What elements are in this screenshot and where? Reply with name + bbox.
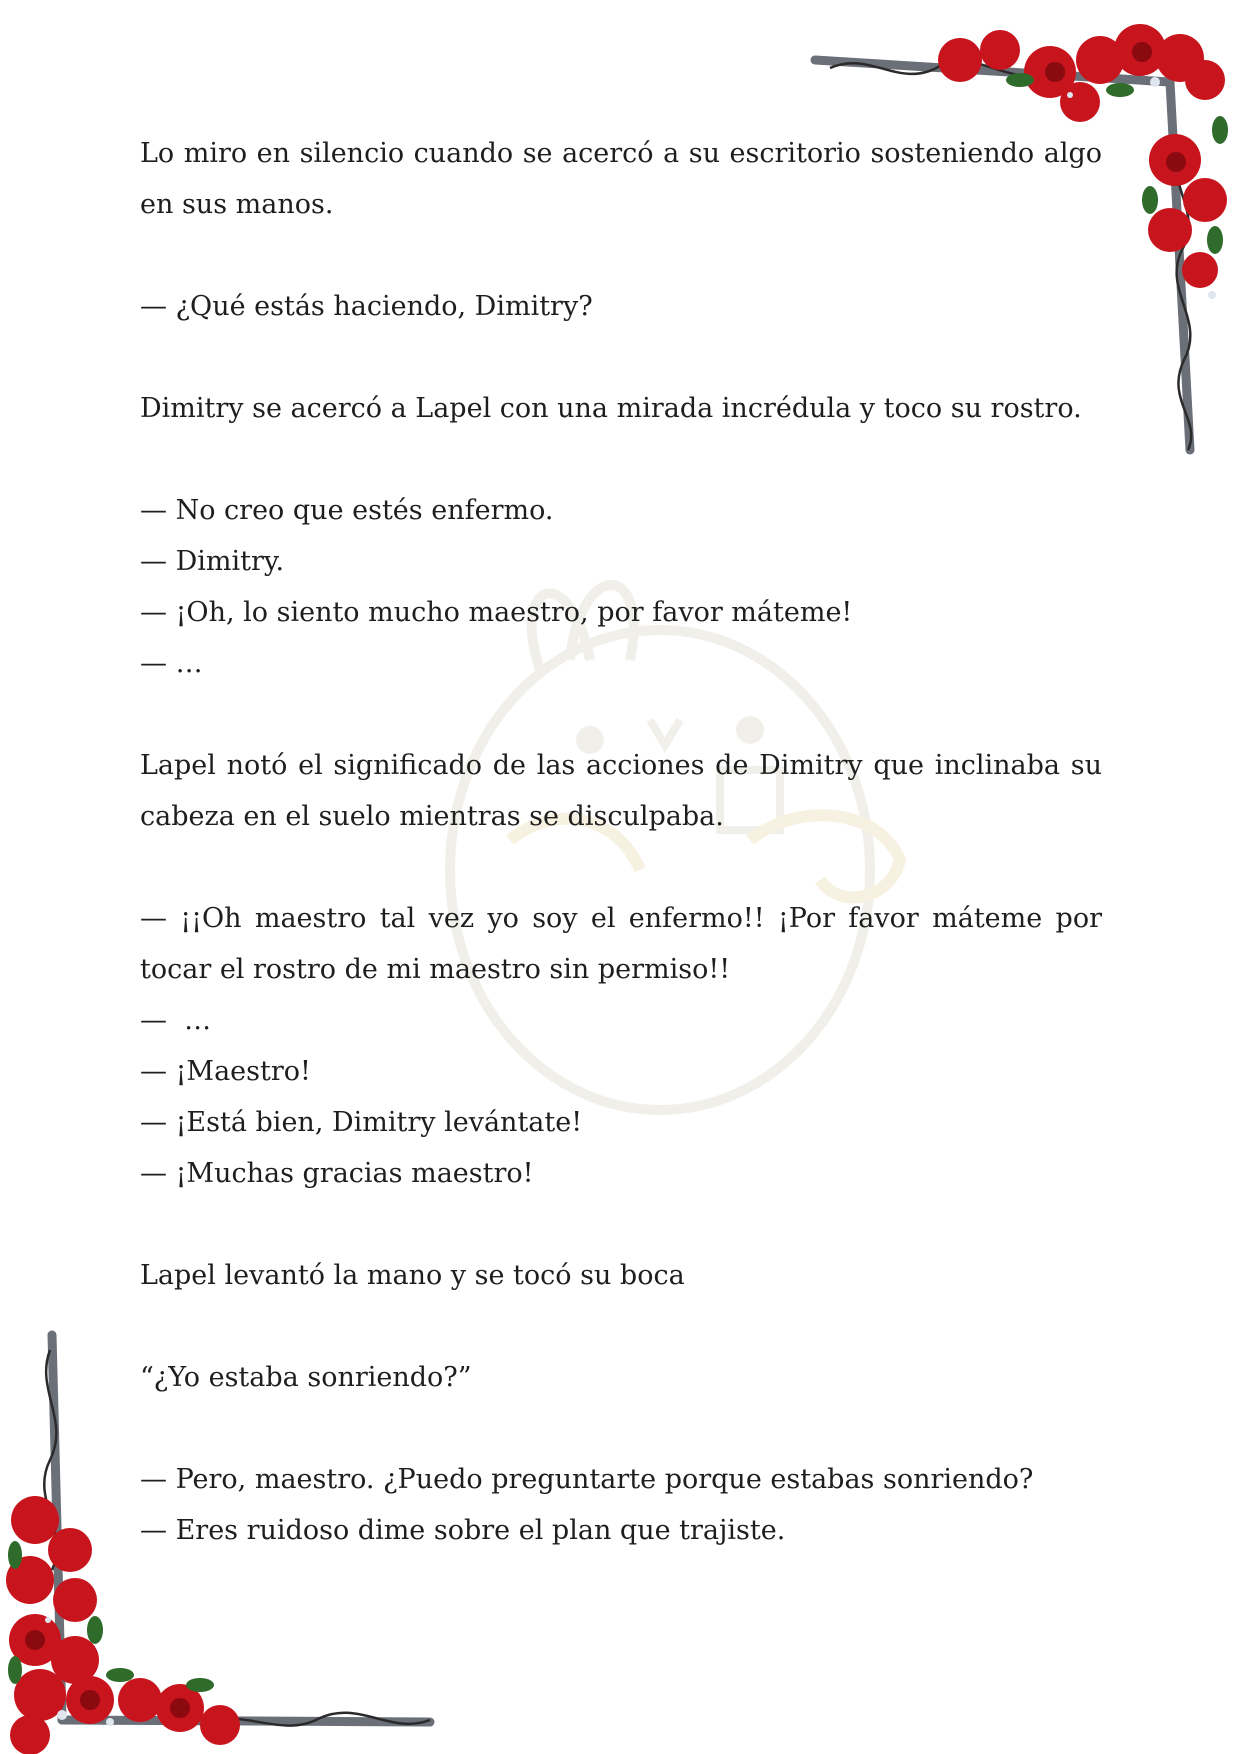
dialogue-block bbox=[140, 1454, 1102, 1556]
thought-line: “¿Yo estaba sonriendo?” bbox=[140, 1362, 472, 1393]
dialogue-line: — ¡Maestro! bbox=[140, 1056, 311, 1087]
dialogue-block bbox=[140, 485, 1102, 689]
dialogue-line: — No creo que estés enfermo. bbox=[140, 495, 554, 526]
dialogue-block bbox=[140, 893, 1102, 1199]
dialogue-line: — Dimitry. bbox=[140, 546, 285, 577]
dialogue-line: — ¿Qué estás haciendo, Dimitry? bbox=[140, 291, 593, 322]
paragraph: Lo miro en silencio cuando se acercó a su escritorio sosteniendo algo en sus manos. bbox=[140, 138, 1102, 220]
dialogue-line: — ¡Muchas gracias maestro! bbox=[140, 1158, 534, 1189]
dialogue-line: — ¡Está bien, Dimitry levántate! bbox=[140, 1107, 583, 1138]
paragraph: Dimitry se acercó a Lapel con una mirada incrédula y toco su rostro. bbox=[140, 393, 1082, 424]
dialogue-line: — Eres ruidoso dime sobre el plan que trajiste. bbox=[140, 1515, 786, 1546]
paragraph: Lapel notó el significado de las acciones de Dimitry que inclinaba su cabeza en el suelo mientras se disculpaba. bbox=[140, 750, 1102, 832]
dialogue-line: — ¡Oh, lo siento mucho maestro, por favor máteme! bbox=[140, 597, 853, 628]
paragraph: Lapel levantó la mano y se tocó su boca bbox=[140, 1260, 685, 1291]
dialogue-line: — … bbox=[140, 648, 203, 679]
dialogue-line: — ¡¡Oh maestro tal vez yo soy el enfermo!! ¡Por favor máteme por tocar el rostro de mi maestro sin permiso!! bbox=[140, 903, 1102, 985]
document-body bbox=[140, 128, 1102, 1556]
dialogue-line: — … bbox=[140, 1005, 212, 1036]
dialogue-line: — Pero, maestro. ¿Puedo preguntarte porque estabas sonriendo? bbox=[140, 1464, 1034, 1495]
